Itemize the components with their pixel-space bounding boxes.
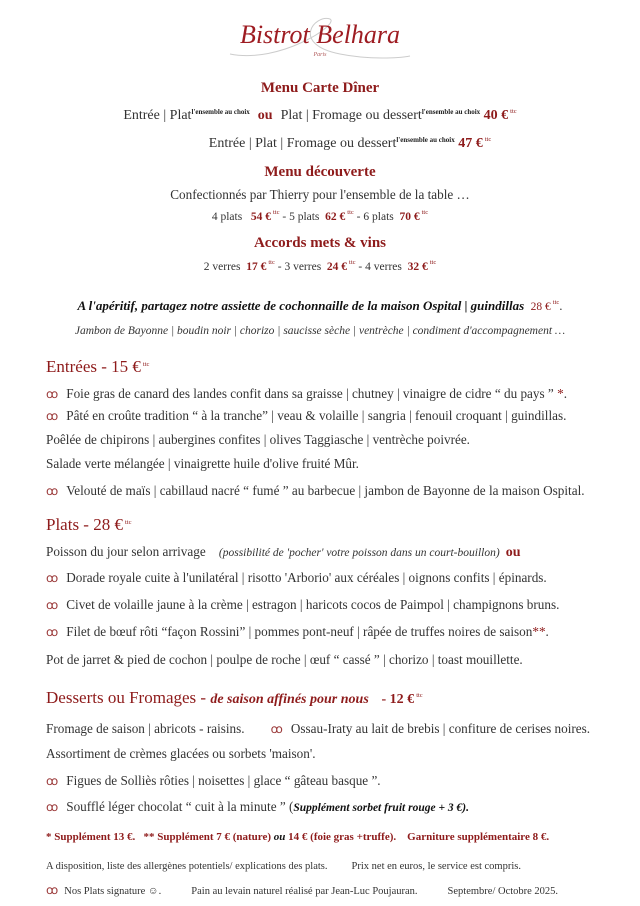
menu-item [46,545,526,560]
option-price: 24 € [326,261,348,273]
menu-price: 40 € [483,108,509,123]
signature-dish-icon: ꝏ [46,484,59,498]
menu-option-note: l'ensemble au choix [421,108,481,116]
plats-heading [46,516,131,533]
section-title: Plats - 28 € [46,515,123,534]
footer-line-2 [46,884,558,898]
ttc-label: ttc [552,299,560,306]
supplements-line [46,832,549,843]
menu-item [46,774,381,787]
supplement-mark: ** [532,624,546,639]
supplement-text: * Supplément 13 €. [46,831,136,843]
option-label: 6 plats [363,211,394,223]
separator: - [282,211,287,223]
item-text: Fromage de saison | abricots - raisins. [46,721,245,736]
ttc-label: ttc [349,259,356,266]
menu-option-text: Entrée | Plat [123,108,192,123]
item-text: Ossau-Iraty au lait de brebis | confiture de cerises noires. [290,721,591,736]
option-label: 4 verres [365,261,402,273]
menu-carte-line-1 [0,109,640,123]
logo-text: Bistrot Belhara [239,20,401,49]
punctuation: . [545,624,549,639]
signature-dish-icon: ꝏ [46,409,59,423]
signature-dish-icon: ꝏ [46,571,59,585]
ttc-label: ttc [347,209,354,216]
menu-date: Septembre/ Octobre 2025. [447,886,559,897]
punctuation: . [563,386,567,401]
ttc-label: ttc [421,209,429,216]
ttc-label: ttc [268,259,275,266]
menu-item [46,598,559,611]
menu-item [46,625,549,638]
or-label: ou [257,108,273,123]
item-text: Foie gras de canard des landes confit dans sa graisse | chutney | vinaigre de cidre “ du pays ” [66,386,558,401]
aperitif-text: A l'apéritif, partagez notre assiette de cochonnaille de la maison Ospital | guindillas [77,298,525,313]
footer-line-1 [46,862,521,873]
signature-dish-icon: ꝏ [46,598,59,612]
logo-subtitle: Paris [313,52,327,58]
option-label: 5 plats [289,211,320,223]
menu-option-text: Entrée | Plat | Fromage ou dessert [208,136,397,151]
menu-item [46,409,566,422]
aperitif-line [0,299,640,314]
item-note: Supplément sorbet fruit rouge + 3 €). [293,802,469,814]
or-label: ou [273,831,286,843]
prices-note: Prix net en euros, le service est compris. [351,861,521,872]
menu-item: Assortiment de crèmes glacées ou sorbets 'maison'. [46,746,316,761]
menu-decouverte-title: Menu découverte [264,164,376,180]
item-text: Filet de bœuf rôti “façon Rossini” | pommes pont-neuf | râpée de truffes noires de saison [66,624,533,639]
item-text: Dorade royale cuite à l'unilatéral | risotto 'Arborio' aux céréales | oignons confits | épinards. [66,570,547,585]
restaurant-logo [220,14,420,64]
supplement-text: ** Supplément 7 € (nature) [143,831,272,843]
section-title: Desserts ou Fromages - [46,688,207,707]
signature-note: Nos Plats signature ☺. [64,886,162,897]
menu-option-text: Plat | Fromage ou dessert [280,108,422,123]
option-price: 62 € [325,211,346,223]
section-title: Entrées - 15 € [46,357,141,376]
punctuation: . [559,298,563,313]
item-text: Poisson du jour selon arrivage [46,544,206,559]
ttc-label: ttc [124,519,132,526]
menu-item [46,800,469,815]
aperitif-details: Jambon de Bayonne | boudin noir | chorizo | saucisse sèche | ventrèche | condiment d'accompagnement … [74,325,566,337]
desserts-heading [46,689,423,707]
ttc-label: ttc [142,361,150,368]
signature-dish-icon: ꝏ [46,800,59,814]
item-text: Soufflé léger chocolat “ cuit à la minute ” ( [66,799,294,814]
ttc-label: ttc [416,692,423,699]
aperitif-price: 28 € [530,301,551,313]
menu-item [46,484,585,497]
option-label: 3 verres [284,261,322,273]
item-text: Civet de volaille jaune à la crème | estragon | haricots cocos de Paimpol | champignons bruns. [66,597,560,612]
supplement-text: 14 € (foie gras +truffe). [288,831,397,843]
separator: - [358,261,363,273]
allergens-note: A disposition, liste des allergènes potentiels/ explications des plats. [46,861,328,872]
menu-option-note: l'ensemble au choix [191,108,250,116]
item-text: Pâté en croûte tradition “ à la tranche” | veau & volaille | sangria | fenouil croquant | guindillas. [66,408,567,423]
option-price: 32 € [407,261,428,273]
menu-carte-title: Menu Carte Dîner [260,80,380,96]
ttc-label: ttc [510,108,517,115]
bread-note: Pain au levain naturel réalisé par Jean-Luc Poujauran. [191,886,418,897]
menu-option-note: l'ensemble au choix [396,136,455,144]
option-label: 4 plats [211,211,243,223]
item-text: Velouté de maïs | cabillaud nacré “ fumé ” au barbecue | jambon de Bayonne de la maison Ospital. [66,483,585,498]
signature-dish-icon: ꝏ [46,387,59,401]
supplement-text: Garniture supplémentaire 8 €. [407,831,550,843]
item-text: Figues de Solliès rôties | noisettes | glace “ gâteau basque ”. [66,773,381,788]
ttc-label: ttc [272,209,280,216]
ttc-label: ttc [484,136,492,143]
entrees-heading [46,358,149,375]
supplement-mark: * [557,386,564,401]
signature-dish-icon: ꝏ [46,883,59,897]
section-subtitle: de saison affinés pour nous [210,692,369,707]
accords-title: Accords mets & vins [253,235,387,251]
separator: - [277,261,282,273]
menu-decouverte-desc: Confectionnés par Thierry pour l'ensemble de la table … [170,187,470,202]
menu-item [46,722,590,735]
separator: - [356,211,361,223]
option-price: 70 € [399,211,420,223]
option-label: 2 verres [203,261,241,273]
accords-options [0,260,640,274]
option-price: 54 € [250,211,271,223]
menu-item [46,387,567,400]
menu-item [46,571,547,584]
ttc-label: ttc [429,259,437,266]
or-label: ou [505,545,521,560]
signature-dish-icon: ꝏ [46,774,59,788]
menu-carte-line-2 [0,137,640,151]
section-price: - 12 € [381,692,415,707]
item-note: (possibilité de 'pocher' votre poisson dans un court-bouillon) [218,547,500,559]
menu-item: Salade verte mélangée | vinaigrette huile d'olive fruité Mûr. [46,456,359,471]
signature-dish-icon: ꝏ [46,625,59,639]
menu-item: Poêlée de chipirons | aubergines confites | olives Taggiasche | ventrèche poivrée. [46,432,470,447]
option-price: 17 € [246,261,267,273]
menu-price: 47 € [458,136,483,151]
signature-dish-icon: ꝏ [270,722,283,736]
menu-item: Pot de jarret & pied de cochon | poulpe de roche | œuf “ cassé ” | chorizo | toast mouillette. [46,652,523,667]
menu-decouverte-options [0,210,640,224]
